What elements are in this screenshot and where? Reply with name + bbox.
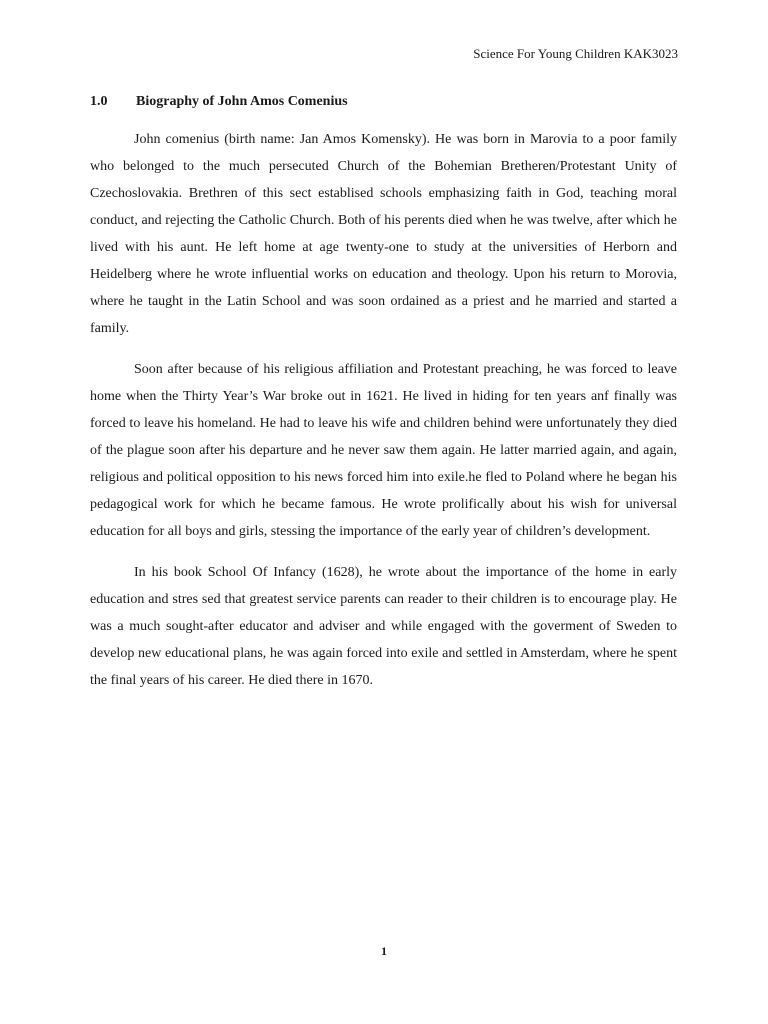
page-number: 1 bbox=[381, 944, 387, 958]
running-header: Science For Young Children KAK3023 bbox=[473, 46, 678, 61]
paragraph-2: Soon after because of his religious affiliation and Protestant preaching, he was forced to leave home when the Thirty Year’s War broke out in 1621. He lived in hiding for ten years anf finally was forced to leave his homeland. He had to leave his wife and children behind were unfortunately they died of the plague soon after his departure and he never saw them again. He latter married again, and again, religious and political opposition to his news forced him into exile.he fled to Poland where he began his pedagogical work for which he became famous. He wrote prolifically about his wish for universal education for all boys and girls, stessing the importance of the early year of children’s development. bbox=[90, 362, 677, 539]
body-text bbox=[90, 126, 677, 708]
section-title: Biography of John Amos Comenius bbox=[136, 94, 348, 109]
section-number: 1.0 bbox=[90, 94, 108, 109]
paragraph-1: John comenius (birth name: Jan Amos Komensky). He was born in Marovia to a poor family who belonged to the much persecuted Church of the Bohemian Bretheren/Protestant Unity of Czechoslovakia. Brethren of this sect establised schools emphasizing faith in God, teaching moral conduct, and rejecting the Catholic Church. Both of his perents died when he was twelve, after which he lived with his aunt. He left home at age twenty-one to study at the universities of Herborn and Heidelberg where he wrote influential works on education and theology. Upon his return to Morovia, where he taught in the Latin School and was soon ordained as a priest and he married and started a family. bbox=[90, 132, 677, 336]
paragraph-3: In his book School Of Infancy (1628), he wrote about the importance of the home in early education and stres sed that greatest service parents can reader to their children is to encourage play. He was a much sought-after educator and adviser and while engaged with the goverment of Sweden to develop new educational plans, he was again forced into exile and settled in Amsterdam, where he spent the final years of his career. He died there in 1670. bbox=[90, 565, 677, 688]
section-heading bbox=[90, 94, 348, 110]
